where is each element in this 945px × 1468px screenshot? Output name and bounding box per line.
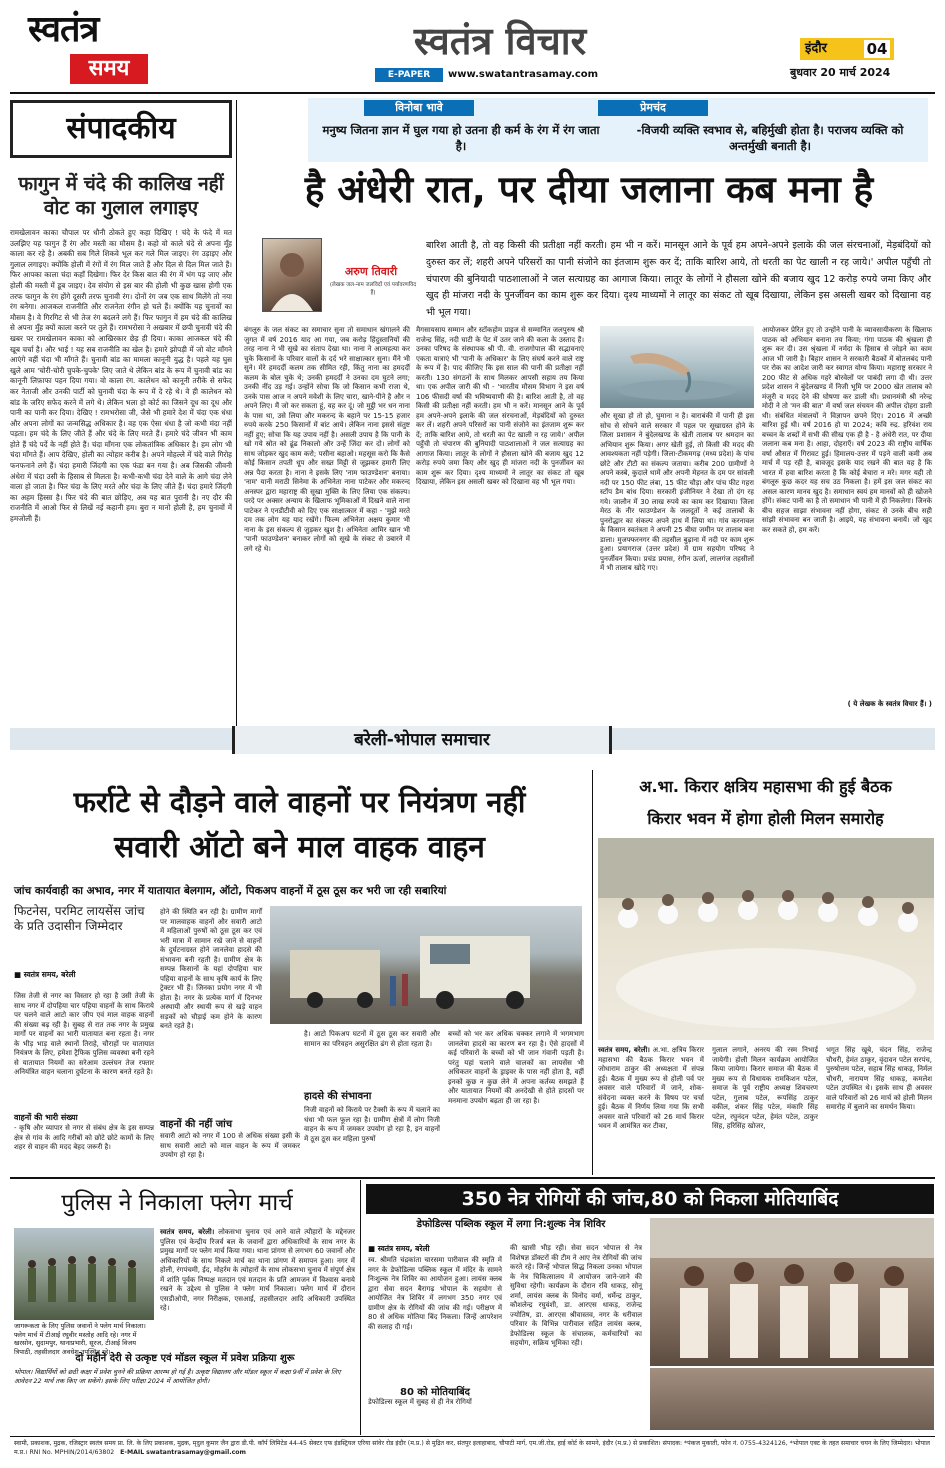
logo-bottom-text: समय xyxy=(70,54,148,84)
story1-body-2b: सवारी आटो को नगर में 100 से अधिक संख्या इसी के साथ सवारी आटो को माल वाहन के रूप में जमकर उपयोग हो रहा है। xyxy=(160,1132,300,1159)
lead-intro: बारिश आती है, तो वह किसी की प्रतीक्षा नहीं करती। हम भी न करें। मानसून आने के पूर्व हम अपने-अपने इलाके की जल संरचनाओं, मेड़बंदियों को दुरुस्त कर लें; शहरी अपने परिसरों का पानी संजोने का इंतजाम शुरू कर दें; ताकि बारिश आये, तो धरती का पेट खाली न रह जाये।' अपील पहुँची तो चंपारण की बुनियादी पाठशालाओं ने जल सत्याग्रह का आगाज किया। लातूर के लोगों ने हौसला खोने की बजाय खुद 12 करोड़ रुपये जमा किए और खुद ही मांजरा नदी के पुनर्जीवन का काम शुरू कर दिया। दृश्य माध्यमों ने लातूर का संकट तो खूब दिखाया, लेकिन इस असली खबर को दिखाना वह भी भूल गया। xyxy=(426,240,931,319)
quote-1-author: विनोबा भावे xyxy=(364,100,474,116)
story4-headline: 350 नेत्र रोगियों की जांच,80 को निकला मोतियाबिंद xyxy=(461,1188,839,1210)
story1-headline-2: सवारी ऑटो बने माल वाहक वाहन xyxy=(114,830,485,865)
editorial-divider xyxy=(236,100,237,750)
story4-dateline: ■ स्वतंत्र समय, बरेली xyxy=(368,1244,430,1253)
author-silhouette-icon xyxy=(263,239,321,311)
masthead-rule xyxy=(10,92,935,94)
eye-camp-photo xyxy=(650,1218,934,1366)
footer-imprint xyxy=(14,1439,932,1463)
traffic-scene-icon xyxy=(270,906,582,1024)
eye-camp-scene-icon xyxy=(650,1218,934,1366)
meeting-photo xyxy=(598,838,934,1040)
masthead xyxy=(0,0,945,95)
traffic-photo xyxy=(270,906,582,1024)
story3-dateline: स्वतंत्र समय, बरेली। xyxy=(160,1228,215,1236)
story3-body xyxy=(160,1228,355,1348)
story2-headline-2: किरार भवन में होगा होली मिलन समारोह xyxy=(647,809,884,828)
story1-body-3-head: हादसे की संभावना xyxy=(304,1091,372,1102)
marching-police-icon xyxy=(14,1228,154,1320)
story1-body-4: बच्चों को भर कर अधिक चक्कर लगाने में भगमभाग जानलेवा हादसे का कारण बन रहा है। ऐसे हादसों में कई परिवारों के बच्चों को भी जान गंवानी पड़ती है। परंतु यहां चलाने वाले चालकों का लायसेंस भी अधिकतर वाहनों के ड्राइवर के पास नहीं होता है, वहीं इनको कुछ न कुछ लेने में अपना कर्तव्य समझते हैं और यातायात नियमों की अनदेखी से होते हादसों पर मनमाना उपयोग बढ़ता ही जा रहा है। xyxy=(448,1030,584,1105)
story4-body-2: की खासी भीड़ रही। सेवा सदन भोपाल से नेत्र विशेषज्ञ डॉक्टरों की टीम ने आए नेत्र रोगियों की जांच करते रहे। जिन्हें भोपाल सिद्ध निकला उनका भोपाल के नेत्र चिकित्सालय में आयोजन जाने-जाने की सुविधा रहेगी। कार्यक्रम के दौरान रवि धाकड़, सोनू शर्मा, लायंस क्लब के विनोद वर्मा, धर्मेन्द्र ठाकुर, कौशलेन्द्र रघुवंशी, डा. आरएस धाकड़, राजेन्द्र ज्योतिष, डा. आरएस श्रीवास्तव, नगर के धरीवाल परिवार के विभिन्न पारीवाल सहित लायंस क्लब, डेफोडिल्स स्कूल के संचालक, कर्मचारियों का सहयोग, सक्रिय भूमिका रही। xyxy=(510,1244,642,1347)
story1-body-2-cont xyxy=(160,1030,262,1110)
story3-caption: जागरूकता के लिए पुलिस जवानों ने फ्लेग मार्च निकाला। फ्लेग मार्च में टीआई रघुवीर मस्तोह आदि रहे। नगर में खरसोन, सुदामपुर, थानाप्रभारी, सूरज, टीआई विजय त्रिपाठी, तहसीलदार अवधेश उपस्थित रहे। xyxy=(14,1322,146,1356)
editorial-title: फागुन में चंदे की कालिख नहीं वोट का गुलाल लगाइए xyxy=(18,173,224,219)
logo xyxy=(28,10,163,88)
page-title: स्वतंत्र विचार xyxy=(413,19,587,63)
lead-column-3: और सूखा हो तो हो, घुमाना न है। बाराबंकी में पानी ही इस सोच से सोचने वाले सरकार में पहल पर सूखाग्रस्त होने के जिला प्रशासन ने बुंदेलखण्ड के खेती तालाब पर श्रमदान का अभियान शुरू किया। अगर खेती हुई, तो किसी की मदद की आवश्यकता नहीं पड़ेगी। जिला-टीकमगढ़ (मध्य प्रदेश) के पांच छोटे और टीटौ का संकल्प जताया। करीब 200 ग्रामीणों ने अपने कस्बे, कुदाले थामें और अपनी मेहनत के दम पर सांवली नदी पर 150 फीट लंबा, 15 फीट चौड़ा और पांच फीट गहरा स्टॉप डैम बांध दिया। सरकारी इंजीनियर ने देखा तो दंग रह गये। जालौन में 30 लाख रुपये का काम कर दिखाया। जिला मेरठ के नीर फाउण्डेशन के जलदूतों ने कई तालाबों के पुनरोद्धार का संकल्प अपने हाथ में लिया था। गांव करनावल के किसान स्वतंत्रता ने अपनी 25 बीघा जमीन पर तालाब बना डाला। मुजफ्फरनगर की तहसील बुढ़ाना में नदी पर काम शुरू हुआ। प्रयागराज (उत्तर प्रदेश) में ग्राम सहयोग परिषद ने पुनर्जीवन किया। प्रचंड प्रयास, रंगीन ऊर्जा, लालगंज तहसीलों में भी तालाब खोदे गए। xyxy=(600,412,754,572)
footer-text: स्वामी, प्रकाशक, मुद्रक, रजिस्ट्रार स्वतंत्र समय प्रा. लि. के लिए प्रकाशक, मुद्रक, मृदुल कुमार जैन द्वारा डी.पी. कॉर्प लिमिटेड 44-45 सेक्टर एफ इंडस्ट्रियल एरिया सांवेर रोड इंदौर (म.प्र.) से मुद्रित कर, संतपुर इलाहाबाद, चौपाटी मार्ग, एम.जी.रोड, हाई कोर्ट के सामने, इंदौर (म.प्र.) से प्रकाशित। संपादक: *पंकज मुकाती, फोन नं. 0755-4324126, *भोपाल एक्ट के तहत समाचार चयन के लिए जिम्मेदार। भोपाल म.प्र.। RNI No. MPHIN/2014/63802 xyxy=(14,1440,930,1456)
logo-top-text: स्वतंत्र xyxy=(28,9,99,50)
website-url[interactable]: www.swatantrasamay.com xyxy=(448,69,599,80)
quote-1 xyxy=(316,100,606,160)
section-banner: बरेली-भोपाल समाचार xyxy=(232,726,612,754)
story1-headline-1: फर्राटे से दौड़ने वाले वाहनों पर नियंत्रण नहीं xyxy=(73,785,526,819)
story1-body-3b: निजी वाहनों को किराये पर टैक्सी के रूप में चलाने का धंधा भी फल फूल रहा है। ग्रामीण क्षेत्रों में लोग निजी वाहन के रूप में जमकर उपयोग हो रहा है, इन वाहनों में ठूस ठूस कर महिला पुरुषों xyxy=(304,1106,440,1143)
issue-date: बुधवार 20 मार्च 2024 xyxy=(790,66,891,79)
story1-body-1b: - कृषि और व्यापार से नगर से संबंध क्षेत्र के इस सम्पन्न क्षेत्र से गांव के आदि गरीबों को छोटे छोटे कामों के लिए शहर से वाहन की मदद बेहद जरूरी है। xyxy=(14,1124,154,1151)
story3-sub-head: दो महीने देरी से उत्कृष्ट एवं मॉडल स्कूल में प्रवेश प्रक्रिया शुरू xyxy=(75,1353,295,1364)
author-note: (लेखक जल-नाम जलविदों एवं पर्यावरणविद हैं) xyxy=(329,282,417,296)
quote-2-text: -विजयी व्यक्ति स्वभाव से, बहिर्मुखी होता है। पराजय व्यक्ति को अन्तर्मुखी बनाती है। xyxy=(636,123,904,153)
story4-body-1: स्व. श्रीमति चंद्रकांता चारसमा पारीवाल की स्मृति में नगर के डेफोडिल्स पब्लिक स्कूल में मंदिर के सामने निःशुल्क नेत्र शिविर का आयोजन हुआ। लायंस क्लब द्वारा सेवा सदन बैरागढ़ भोपाल के सहयोग से आयोजित नेत्र शिविर में लगभग 350 नगर एवं ग्रामीण क्षेत्र के रोगियों की जांच की गई। परीक्षण में 80 से अधिक मोतिया बिंद निकला। जिन्हें आपरेशन की सलाह दी गई। xyxy=(368,1256,502,1331)
story1-body-2: होने की स्थिति बन रही है। ग्रामीण मार्गों पर मालवाहक वाहनों और सवारी आटो में महिलाओं पुरुषों को ठूस ठूस कर एवं भरी मात्रा में सामान रखे जाने से वाहनों के दुर्घटनाग्रस्त होने जानलेवा हादसे की संभावना बनी रहती है। ग्रामीण क्षेत्र के सम्पन्न किसानों के यहां दोपहिया चार पहिया वाहनों के साथ कृषि कार्य के लिए ट्रेक्टर भी हैं। जिनका प्रयोग नगर में भी होता है। नगर के प्रत्येक मार्ग में दिनभर अस्थायी और स्थायी रूप से खड़े वाहन सड़कों को चौड़ाई कम होने के कारण बनते रहते है। xyxy=(160,908,262,1030)
story2-headline-1: अ.भा. किरार क्षत्रिय महासभा की हुई बैठक xyxy=(639,777,892,796)
story-divider-vertical xyxy=(592,770,593,1175)
city-name: इंदौर xyxy=(805,41,827,56)
lead-column-2: मैगसायसाय सम्मान और स्टॉकहोम प्राइज से सम्मानित जलपुरुष श्री राजेन्द्र सिंह, नदी घाटी के पेट में उतर जाने की कला के उस्ताद हैं। उनका परिषद के संस्थापक श्री पी. वी. राजगोपाल की सद्भावनाएं एकता यात्राएं भी 'पानी के अधिकार' के लिए संघर्ष करने वाले राष्ट्र के रूप में है। पाद कीजिए कि इस साल की पानी की प्रतीक्षा नहीं करती। 130 संगठनों के साथ मिलकर आपसी सहाय तय किया था। एक अपील जारी की थी - 'भारतीय मौसम विभाग ने इस वर्ष 106 फीसदी वर्षा की भविष्यवाणी की है। बारिश आती है, तो वह किसी की प्रतीक्षा नहीं करती। हम भी न करें। मानसून आने के पूर्व हम अपने-अपने इलाके की जल संरचनाओं, मेड़बंदियों को दुरुस्त कर लें। शहरी अपने परिसरों का पानी संजोने का इंतजाम शुरू कर दें; ताकि बारिश आये, तो धरती का पेट खाली न रह जाये।' अपील पहुँची तो चंपारण की बुनियादी पाठशालाओं ने जल सत्याग्रह का आगाज किया। लातूर के लोगों ने हौसला खोने की बजाय खुद 12 करोड़ रुपये जमा किए और खुद ही मांजरा नदी के पुनर्जीवन का काम शुरू कर दिया। दृश्य माध्यमों ने लातूर का संकट तो खूब दिखाया, लेकिन इस असली खबर को दिखाना वह भी भूल गया। xyxy=(416,326,584,486)
quote-2-author: प्रेमचंद xyxy=(598,100,708,116)
lead-column-4: आयोजकर प्रेरित हुए तो उन्होंने पानी के व्यावसायीकरण के खिलाफ पाठक को अभियान बनाना तय किया; गंगा पाठक की श्रृंखला ही शुरू कर दी। उस श्रृंखला में नर्मदा के हिसाब से जोड़ने का काम आज भी जारी है। बिहार शासन ने सरकारी बैठकों में बोतलबंद पानी पर रोक का आदेश जारी कर स्वागत योग्य किया। महाराष्ट्र सरकार ने 200 फीट से अधिक गहरे बोरवेलों पर पाबंदी लगा दी थी। उत्तर प्रदेश शासन ने बुंदेलखण्ड में निजी भूमि पर 2000 खेत तालाब को मंजूरी व मदद देने की घोषणा कर डाली थी। प्रधानमंत्री श्री नरेन्द्र मोदी ने तो 'मन की बात' में वर्षा जल संचयन की अपील दोहरा डाली थी। संबंधित मंत्रालयों ने विज्ञापन छपने दिए। 2016 में अच्छी बारिश हुई थी। वर्ष 2016 हो या 2024; कवि रुद्र. हरिवंश राय बच्चन के शब्दों में सभी की सीख एक ही है - है अंधेरी रात, पर दीया जलाना कब मना है। आहा, दोहराएँ। वर्ष 2023 की राष्ट्रीय वार्षिक वर्षा औसत में गिरावट हुई। हिमालय-उत्तर में पड़ने वाली कमी अब मार्च में पड़ रही है, बावजूद इसके याद रखने की बात यह है कि भारत में हवा बारिश करता है कि कोई बेचारा न मरे। मगर यही तो बंगलूरु कुछ कदर यह सच उठ निकला है। हमें इस जल संकट का असल कारण मानव खुद है। समाधान स्वयं हम मानवों को ही खोजने होंगे। संकट पानी का है तो समाधान भी पानी में ही निकलेगा। जिनके बीच सहज साझा संभावना नहीं होगा, संकट से उनके बीच सही सांझी संभावना बन जाती है। आइये, यह संभावना बनायें। जो खुद कर सकते हो, हम करें। xyxy=(762,326,932,534)
author-name: अरुण तिवारी xyxy=(344,265,398,278)
footer-rule xyxy=(10,1436,935,1437)
story1-body-1: जिस तेजी से नगर का विस्तार हो रहा है उसी तेजी के साथ नगर में दोपहिया चार पहिया वाहनों के साथ किराये पर चलने वाले आटो कार जीप एवं माल वाहक वाहनों की संख्या बढ़ रही है। सुबह से रात तक नगर के प्रमुख मार्गों पर वाहनों का भारी यातायात बना रहता है। नगर के भीड़ भाड़ वाले स्थानों तिराहे, चौराहों पर यातायात नियंत्रण के लिए, हमेशा ट्रैफिक पुलिस व्यवस्था बनी रहने से यातायात नियमों का सरेआम उल्लंघन तेज रफ्तार अनियंत्रित वाहन चलाना दुर्घटना के कारण बनते रहते है। xyxy=(14,992,154,1076)
flag-march-photo xyxy=(14,1228,154,1320)
story2-body-3: भगूत सिंह खूबे, चंदन सिंह, राजेन्द्र चौधरी, हेमंत ठाकुर, वृंदावन पटेल सरपंच, पुरुषोत्तम पटेल, सहाब सिंह धाकड़, निर्मल चौधरी, नारायण सिंह धाकड़, कमलेश पटेल उपस्थित थे। इसके साथ ही अवसर वाले परिवारों को 26 मार्च को होली मिलन समारोह में बुलाने का समर्थन किया। xyxy=(826,1046,932,1111)
story3-sub-body: भोपाल। विद्यार्थियों को छठी कक्षा में प्रवेश चुनने की प्रक्रिया आरम्भ हो गई है। उत्कृष्ट विद्यालय और मॉडल स्कूल में कक्षा 9वीं में प्रवेश के लिए आवेदन 22 मार्च तक किए जा सकेंगे। इसके लिए परीक्षा 2024 में आयोजित होगी। xyxy=(14,1368,341,1385)
page-number: 04 xyxy=(862,38,892,60)
editorial-body: रामखेलावन काका चौपाल पर धौनी ठोकते हुए कहा दिखिए ! चंदे के फंदे में मत उलझिए यह फागुन हैं रंग और मस्ती का मौसम है। कहो वो काले चंदे से अपना मूँह काला कर रहे है। अबकी सब गिले शिकवे भूल कर गले मिल जाइए। रंग उड़ाइए और गुलाल लगाइए। क्योंकि होली में रंगों में रंग मिल जाते हैं और दिल से दिल मिल जाते हैं। फिर आपका काला चंदा कहाँ दिखेगा। फिर देर किस बात की रंग में भंग पड़ जाए और होली की मस्ती में डूब जाइए। देव संयोग से इस बार की होली भी कुछ खास होगी एक तरफ फागुन के रंग होंगे दूसरी तरफ चुनावी रंग। दोनों रंग जब एक साथ मिलेंगे तो नया रंग बनेगा। आजकल राजनीति और राजनेता रंगीन हो चले हैं। क्योंकि यह चुनावों का मौसम है। वे गिरगिट से भी तेज रंग बदलने लगे हैं। फिर फागुन में हम चंदे की कालिख से अपना मुँह क्यों काला करने पर तुले हैं। रामभरोसा ने अखबार में छपी चुनावी चंदे की खबर पर रामखेलावन काका को आखिरकार छेड़ ही दिया। काका आजकल चंदे की खूब चर्चा है। और भाई ! यह सब राजनीति का खेल है। हमारे झोपड़ी में जो वोट माँगने आएंगे वहीं चंदा भी माँगते हैं। चुनावी बांड का मामला कानूनी युद्ध है। पहले यह घुस खुले आम 'चोरी-चोरी चुपके-चुपके' लिए जाते थे लेकिन बांड के रूप में चुनावी बांड का कानूनी लिफ़ाफा पहन दिया गया। वो काला रंग. कालेधन को कानूनी तरीके से सफेद कर नेताजी और उनकी पार्टी को चुनावी चंदा के रूप में दे रहे थे। वे ही कालेधन को बांड के जरिए सफेद करने में लगे थे। लेकिन भला हो कोर्ट का जिसने दूध का दूध और पानी का पानी कर दिया। देखिए ! रामभरोसा जी, जैसे भी हमारे देश में चंदा एक धंधा और अपना लोगों का जन्मसिद्ध अधिकार है। वह एक ऐसा धंधा है जो कभी मंदा नहीं पड़ता। हम चंदे के लिए जीते हैं और चंदे के लिए मरते हैं। हमारे चंदे जीवन भी काम होते हैं चंदे पर्दे के नहीं होते हैं। चंदा माँगना एक लोकतांत्रिक अधिकार है। हम लोग भी चंदा माँगते हैं। आप देखिए, होली का त्योहार करीब है। अपने मोहल्ले में चंदे वाले गिरोह फनफनाने लगे हैं। चंदा हमारी जिंदगी का एक फंडा बन गया है। अब जिसकी जीवनी अंधेरा में चंदा उसी के हिसाब से मिलता है। कभी-कभी चंदा देने वाले के आगे चंदा लेने वाला हो जाता है। फिर चंदा के लिए मरते और चंदा के लिए जीते हैं। चंदा हमारे जिंदगी का अहम हिस्सा है। फिर चंदे की बात छोड़िए, अब यह बात पुरानी है। नए दौर की राजनीति में आओ फिर से लिखें नई कहानी हम। बुरा न मानो होली है, हम चुनावों में हमजोली हैं। xyxy=(10,228,232,524)
story1-side-head: फिटनेस, परमिट लायसेंस जांच के प्रति उदासीन जिम्मेदार xyxy=(14,904,145,933)
footer-email-label: E-MAIL xyxy=(120,1449,145,1456)
lead-footnote: ( ये लेखक के स्वतंत्र विचार हैं। ) xyxy=(847,700,932,708)
editorial-header: संपादकीय xyxy=(10,100,232,158)
horizontal-divider xyxy=(10,1177,935,1179)
story1-deck: जांच कार्यवाही का अभाव, नगर में यातायात बेलगाम, ऑटो, पिकअप वाहनों में ठूस ठूस कर भरी जा रही सबारियां xyxy=(14,885,447,897)
water-splash-icon xyxy=(600,326,754,408)
story3-headline: पुलिस ने निकाला फ्लेग मार्च xyxy=(61,1190,293,1216)
footer-email[interactable]: swatantrasamay@gmail.com xyxy=(146,1449,246,1456)
story1-dateline: ■ स्वतंत्र समय, बरेली xyxy=(14,970,76,979)
meeting-scene-icon xyxy=(598,838,934,1040)
author-photo xyxy=(262,238,322,312)
epaper-label: E-PAPER xyxy=(375,68,443,82)
story2-body-1 xyxy=(598,1046,704,1174)
story-divider-bottom xyxy=(360,1180,361,1435)
story4-body-1-head: 80 को मोतियाबिंद xyxy=(399,1387,470,1398)
editorial-column xyxy=(10,100,232,750)
story4-deck: डेफोडिल्स पब्लिक स्कूल में लगा नि:शुल्क नेत्र शिविर xyxy=(416,1219,606,1230)
lead-column-1: बंगलूरु के जल संकट का समाचार सुना तो समाधान खंगालने की जुगत में वर्ष 2016 याद आ गया, जब करोड़ हिंदुस्तानियों की तरह नाना ने भी सूखे का संताप देखा था। नाना ने आत्महत्या कर चुके किसानों के परिवार वालों के दर्द भरे साक्षात्कार सुना। मैंने भी सुने। मेरे हमदर्दी कलम तक सीमित रही, किंतु नाना का हमदर्दी कलम के बोल चुके थे; उनकी हमदर्दी ने उनका दम घुटने लगा; उनकी नींद उड़ गई। उन्होंने सोचा कि जो किसान कभी राजा थे, उनके पास आज न अपने मवेशी के लिए चारा, खाने-पीने है और न अपने लिए। मैं जो कर सकता हूं, वह कर दूं। जो मुट्ठी भर धन नाना के पास था, उसे लिया और मकरन्द के बहाने पर 15-15 हजार रुपये करके 250 किसानों में बांट आये। लेकिन नाना इससे संतुष्ट नहीं हुए; सोचा कि यह उपाय नहीं है। असली उपाय है कि पानी के खो गये स्रोत को ढूंढ निकालो और उन्हें जिंदा कर दो। लोगों को साथ जोड़कर खुद काम करो; पसीना बहाओ। महसूस करो कि कैसे कोई किसान तपती धूप और सख्त मिट्टी से जूझकर हमारी लिए अन्न पैदा करता है। नाना ने इसके लिए 'नाम फाउण्डेशन' बनाया। 'नाम' यानी मराठी सिनेमा के अभिनेता नाना पाटेकर और मकरन्द अनस्पर द्वारा महाराष्ट्र की सूखा मुक्ति के लिए लिया एक संकल्प। परदे पर अक्सर अन्याय के खिलाफ भूमिकाओं में दिखने वाले नाना पाटेकर ने एनडीटीवी को दिए एक साक्षात्कार में कहा - 'मुझे मरते दम तक लोग यह याद रखेंगे। फिल्म अभिनेता अक्षय कुमार भी नाना के इस संकल्प से जुड़कर खुश है। अभिनेता आमिर खान भी 'पानी फाउण्डेशन' बनाकर लोगों को सूखे के संकट से उबारने में लगे रहे थे। xyxy=(244,326,410,553)
water-hand-photo xyxy=(600,326,754,408)
story2-body-2: गुलाल लगाने, अनरय की रस्म निभाई जायेगी। होली मिलन कार्यक्रम आयोजित किया जायेगा। किरार समाज की बैठक में मुख्य रूप से विधायक रामकिशन पटेल, समाज के पूर्व राष्ट्रीय अध्यक्ष शिवचरण पटेल, गुलाब पटेल, रूपसिंह ठाकुर वकील, शंकर सिंह पटेल, मंकारि सिंह पटेल, रघुनंदन पटेल, हेमंत पटेल, ठाकुर सिंह, हरिसिंह खोजर, xyxy=(712,1046,818,1130)
quote-2 xyxy=(620,100,920,160)
story1-body-2-head: वाहनों की नहीं जांच xyxy=(160,1119,233,1130)
story4-body-1b: डेफोडिल्स स्कूल में सुबह से ही नेत्र रोगियों xyxy=(368,1398,472,1406)
eye-camp-photo-2 xyxy=(650,1368,934,1430)
story1-body-3: है। आटो पिकअप घटनों में ठूस ठूस कर सवारी और सामान का परिवहन असुरक्षित ढंग से होता रहता है। xyxy=(304,1030,440,1048)
story3-body-text: लोकसभा चुनाव एवं आने वाले त्यौहारों के मद्देनजर पुलिस एवं केन्द्रीय रिजर्व बल के जवानों द्वारा अधिकारियों के साथ नगर के प्रमुख मार्गों पर फ्लेग मार्च किया गया। थाना प्रांगण से लगभग 60 जवानों और अधिकारियों के साथ निकले मार्च का थाना प्रांगण में समापन हुआ। नगर में होली, रंगपंचमी, ईद, मोहर्रम के त्योहारों के साथ लोकसभा चुनाव में संपूर्ण क्षेत्र में शांति पूर्वक निष्पक्ष मतदान एवं मतदान के प्रति आमजन में विश्वास बनाये रखने के उद्देश्य से पुलिस ने फ्लेग मार्च निकाला। फ्लेग मार्च में दौरान एसडीओपी, नगर निरीक्षक, एसआई, तहसीलदार आदि अधिकारी उपस्थित रहे। xyxy=(160,1228,355,1312)
story2-body-1-text: अ.भा. क्षत्रिय किरार महासभा की बैठक किरार भवन में जोधाराम ठाकुर की अध्यक्षता में संपन्न हुई। बैठक में मुख्य रूप से होली पर्व पर अवसर वाले परिवारों में जाने, शोक-संवेदना व्यक्त करने के विषय पर चर्चा हुई। बैठक में निर्णय लिया गया कि सभी अवसर वाले परिवारों को 26 मार्च किरार भवन में आमंत्रित कर टीका, xyxy=(598,1046,705,1130)
lead-headline: है अंधेरी रात, पर दीया जलाना कब मना है xyxy=(304,168,874,211)
story1-body-1-head: वाहनों की भारी संख्या xyxy=(14,1113,78,1122)
quote-1-text: मनुष्य जितना ज्ञान में घुल गया हो उतना ही कर्म के रंग में रंग जाता है। xyxy=(322,123,600,153)
story2-dateline: स्वतंत्र समय, बरेली। xyxy=(598,1046,650,1054)
